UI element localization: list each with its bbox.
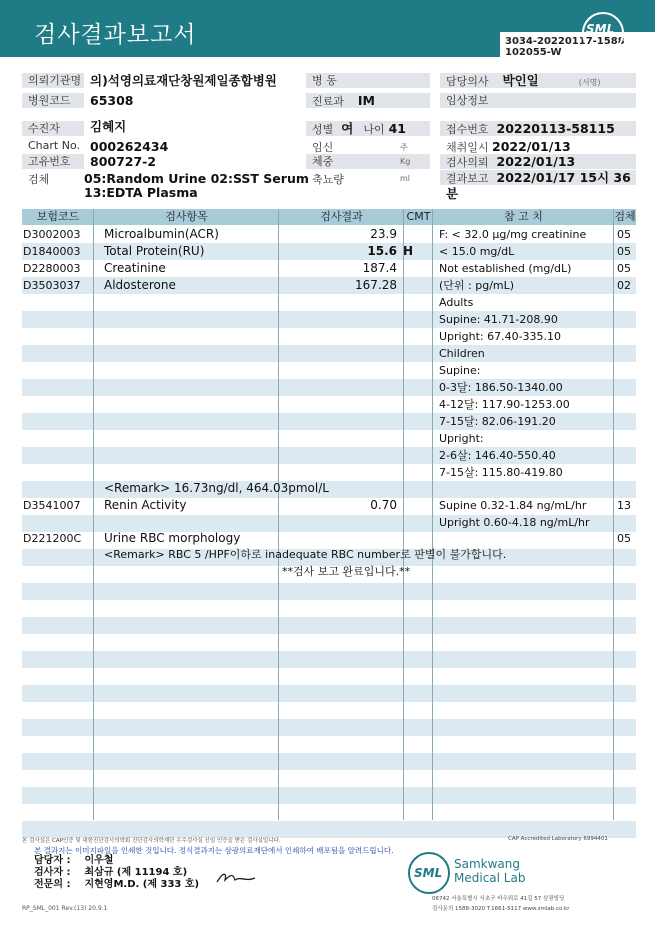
dept-label: 진료과 IM <box>306 93 430 108</box>
remark-rbc: <Remark> RBC 5 /HPF이하로 inadequate RBC number로 판별이 불가합니다. <box>104 548 507 561</box>
specimen-label: 검체 <box>28 173 50 186</box>
cell-item: Creatinine <box>104 261 166 275</box>
cell-item: Total Protein(RU) <box>104 244 205 258</box>
cell-reference: 0-3달: 186.50-1340.00 <box>439 381 563 394</box>
col-divider <box>432 209 433 820</box>
row-stripe <box>22 583 636 600</box>
doctor-label: 담당의사 박인일 (서명) <box>440 73 636 88</box>
cell-item: <Remark> 16.73ng/dl, 464.03pmol/L <box>104 481 329 495</box>
row-stripe <box>22 685 636 702</box>
cell-reference: 7-15살: 115.80-419.80 <box>439 466 563 479</box>
cell-item: Aldosterone <box>104 278 176 292</box>
cell-reference: < 15.0 mg/dL <box>439 245 515 258</box>
cell-specimen: 05 <box>617 228 631 241</box>
page-title: 검사결과보고서 <box>34 22 197 48</box>
hospital-code-label: 병원코드 <box>22 93 84 108</box>
cell-reference: Children <box>439 347 485 360</box>
row-stripe <box>22 719 636 736</box>
col-divider <box>403 209 404 820</box>
pregnancy-unit: 주 <box>400 143 408 152</box>
cell-code: D1840003 <box>23 245 81 258</box>
signers: 담당자 : 이우철 검사자 : 최삼규 (제 11194 호) 전문의 : 지현영M.D. (제 333 호) <box>34 855 200 890</box>
col-divider <box>613 209 614 820</box>
signature-icon <box>215 868 257 886</box>
form-number: RP_SML_001 Rev.(13) 20.9.1 <box>22 905 108 912</box>
cell-reference: 4-12달: 117.90-1253.00 <box>439 398 570 411</box>
urine-unit: ml <box>400 174 411 183</box>
cell-specimen: 05 <box>617 245 631 258</box>
cell-specimen: 05 <box>617 262 631 275</box>
col-header-specimen: 검체 <box>614 210 636 223</box>
phone: 검사문의 1588-3020 T.1661-5117 www.smlab.co.kr <box>432 906 570 912</box>
col-header-cmt: CMT <box>404 209 433 225</box>
cert-note: 본 검사실은 CAP인증 및 대한진단검사의학회 진단검사의학재단 우수검사실 신임 인증을 받은 검사실입니다. <box>22 838 281 844</box>
weight-label: 체중 <box>306 154 430 169</box>
cell-specimen: 02 <box>617 279 631 292</box>
cell-item: Microalbumin(ACR) <box>104 227 219 241</box>
clinical-info-label: 임상정보 <box>440 93 636 108</box>
cell-reference: Supine: 41.71-208.90 <box>439 313 558 326</box>
id-value: 800727-2 <box>90 154 157 169</box>
row-stripe <box>22 753 636 770</box>
chart-label: Chart No. <box>28 139 80 152</box>
address: 06742 서울특별시 서초구 바우뫼로 41길 57 삼광빌딩 <box>432 896 565 902</box>
sex-age-label: 성별 여 나이 41 <box>306 121 430 136</box>
weight-unit: Kg <box>400 157 411 166</box>
col-header-result: 검사결과 <box>279 209 404 225</box>
report-complete: **검사 보고 완료입니다.** <box>282 565 411 578</box>
cell-result: 187.4 <box>362 261 397 275</box>
cell-specimen: 13 <box>617 499 631 512</box>
col-header-item: 검사항목 <box>94 209 279 225</box>
request-label: 검사의뢰 2022/01/13 <box>440 154 636 169</box>
patient-label: 수진자 <box>22 121 84 136</box>
cell-code: D3503037 <box>23 279 81 292</box>
specimen-line2: 13:EDTA Plasma <box>84 185 198 200</box>
row-stripe <box>22 345 636 362</box>
cell-code: D3541007 <box>23 499 81 512</box>
row-stripe <box>22 787 636 804</box>
id-label: 고유번호 <box>22 154 84 169</box>
report-label: 결과보고 2022/01/17 15시 36분 <box>440 170 636 185</box>
barcode-number: 3034-20220117-1588 102055-W <box>505 36 625 58</box>
cell-item: Urine RBC morphology <box>104 531 241 545</box>
cell-reference: 2-6살: 146.40-550.40 <box>439 449 556 462</box>
hospital-code-value: 65308 <box>90 93 134 108</box>
cell-reference: Upright 0.60-4.18 ng/mL/hr <box>439 516 590 529</box>
brand-name: Samkwang Medical Lab <box>454 857 526 885</box>
cell-reference: (단위 : pg/mL) <box>439 279 515 292</box>
urine-label: 축뇨량 <box>312 173 344 186</box>
col-divider <box>278 209 279 820</box>
institution-label: 의뢰기관명 <box>22 73 84 88</box>
sml-logo-text: SML <box>586 22 615 36</box>
patient-value: 김혜지 <box>90 119 127 134</box>
ward-label: 병 동 <box>306 73 430 88</box>
notice-text: 본 결과지는 이미지파일을 인쇄한 것입니다. 정식결과지는 삼광의료재단에서 인쇄하여 배포됨을 알려드립니다. <box>34 846 394 855</box>
col-header-ref: 참 고 치 <box>433 209 614 225</box>
cell-result: 0.70 <box>370 498 397 512</box>
cell-item: Renin Activity <box>104 498 187 512</box>
institution-value: 의)석영의료재단창원제일종합병원 <box>90 73 277 88</box>
cell-code: D221200C <box>23 532 82 545</box>
col-header-code: 보험코드 <box>22 209 94 225</box>
chart-value: 000262434 <box>90 139 169 154</box>
cell-specimen: 05 <box>617 532 631 545</box>
specimen-line1: 05:Random Urine 02:SST Serum <box>84 171 309 186</box>
cell-reference: F: < 32.0 μg/mg creatinine <box>439 228 587 241</box>
cell-reference: 7-15달: 82.06-191.20 <box>439 415 556 428</box>
cell-reference: Upright: <box>439 432 484 445</box>
cell-code: D2280003 <box>23 262 81 275</box>
row-stripe <box>22 617 636 634</box>
collect-value: 2022/01/13 <box>492 139 571 154</box>
cell-reference: Adults <box>439 296 474 309</box>
cell-result: 15.6 <box>367 244 397 258</box>
cell-code: D3002003 <box>23 228 81 241</box>
cell-reference: Upright: 67.40-335.10 <box>439 330 562 343</box>
cell-reference: Not established (mg/dL) <box>439 262 572 275</box>
cell-result: 23.9 <box>370 227 397 241</box>
cell-result: 167.28 <box>355 278 397 292</box>
pregnancy-label: 임신 <box>312 141 334 154</box>
cell-cmt: H <box>403 244 414 258</box>
sml-footer-logo-text: SML <box>414 866 443 880</box>
receipt-label: 접수번호 20220113-58115 <box>440 121 636 136</box>
collect-label: 채취일시 <box>446 141 489 154</box>
cell-reference: Supine 0.32-1.84 ng/mL/hr <box>439 499 587 512</box>
row-stripe <box>22 651 636 668</box>
col-divider <box>93 209 94 820</box>
cell-reference: Supine: <box>439 364 481 377</box>
cap-note: CAP Accredited Laboratory 6994401 <box>508 836 608 842</box>
